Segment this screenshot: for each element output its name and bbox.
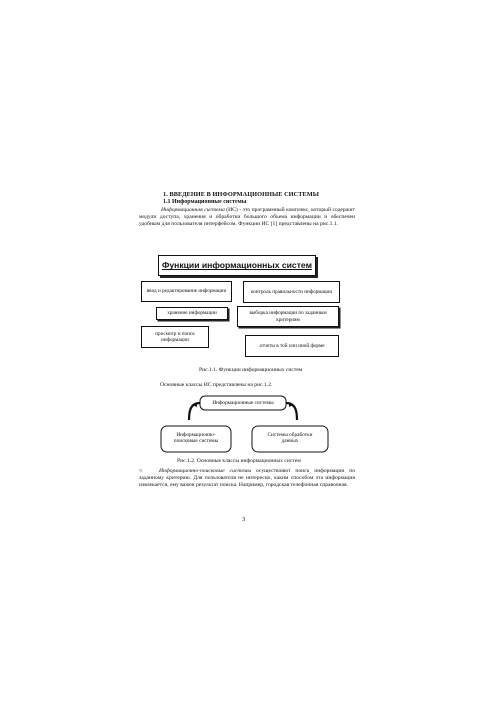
function-box-label: выборка информации по заданным критериям	[249, 310, 327, 323]
figure1-title: Функции информационных систем	[162, 260, 312, 271]
section-heading: 1. ВВЕДЕНИЕ В ИНФОРМАЦИОННЫЕ СИСТЕМЫ	[163, 191, 319, 198]
function-box-reports	[245, 335, 339, 357]
left-node-label: Информационно-поисковые системы	[173, 432, 219, 445]
function-box-label: хранение информации	[167, 310, 217, 317]
function-box-storage	[156, 307, 228, 320]
right-node-label: Системы обработки данных	[267, 432, 313, 445]
top-node-label: Информационные системы	[212, 400, 274, 406]
function-box-label: отчеты в той или иной форме	[259, 342, 325, 349]
figure2-diagram	[157, 392, 335, 458]
term-information-system: Информационная система	[161, 207, 225, 213]
paragraph-definition	[139, 207, 355, 228]
page-number: 3	[242, 516, 246, 523]
function-box-label: ввод и редактирование информации	[146, 288, 227, 295]
function-box-label: просмотр и поиск информации	[155, 330, 195, 343]
paragraph-definition-text: (ИС) - это программный комплекс, который содержит модули доступа, хранения и обработки большого объема информации и обеспечен удобным для пользователя интерфейсом. Функции ИС [1] представлены на рис.1.1.	[139, 207, 355, 227]
paragraph-search-systems-text: осуществляют поиск информации по заданному критерию. Для пользователя не интересно, каким способом эта информация извлекается, ему важен результат поиска. Например, городская телефонная справочная.	[139, 468, 356, 488]
paragraph-search-systems	[139, 468, 355, 489]
function-box-view-search	[141, 326, 209, 348]
function-box-input-edit	[141, 281, 232, 302]
term-search-systems: Информационно-поисковые системы	[159, 468, 252, 474]
function-box-validation	[243, 281, 340, 303]
bullet-icon: ○	[139, 468, 143, 474]
function-box-selection	[237, 306, 339, 327]
figure1-caption: Рис.1.1. Функции информационных систем	[199, 367, 303, 373]
figure2-caption: Рис.1.2. Основные классы информационных систем	[177, 458, 301, 464]
function-box-label: контроль правильности информации	[250, 288, 333, 295]
figure1-title-box	[158, 255, 316, 276]
section-subheading: 1.1 Информационные системы	[163, 199, 247, 205]
figure2-intro: Основные классы ИС представлены на рис 1.2.	[160, 382, 273, 388]
